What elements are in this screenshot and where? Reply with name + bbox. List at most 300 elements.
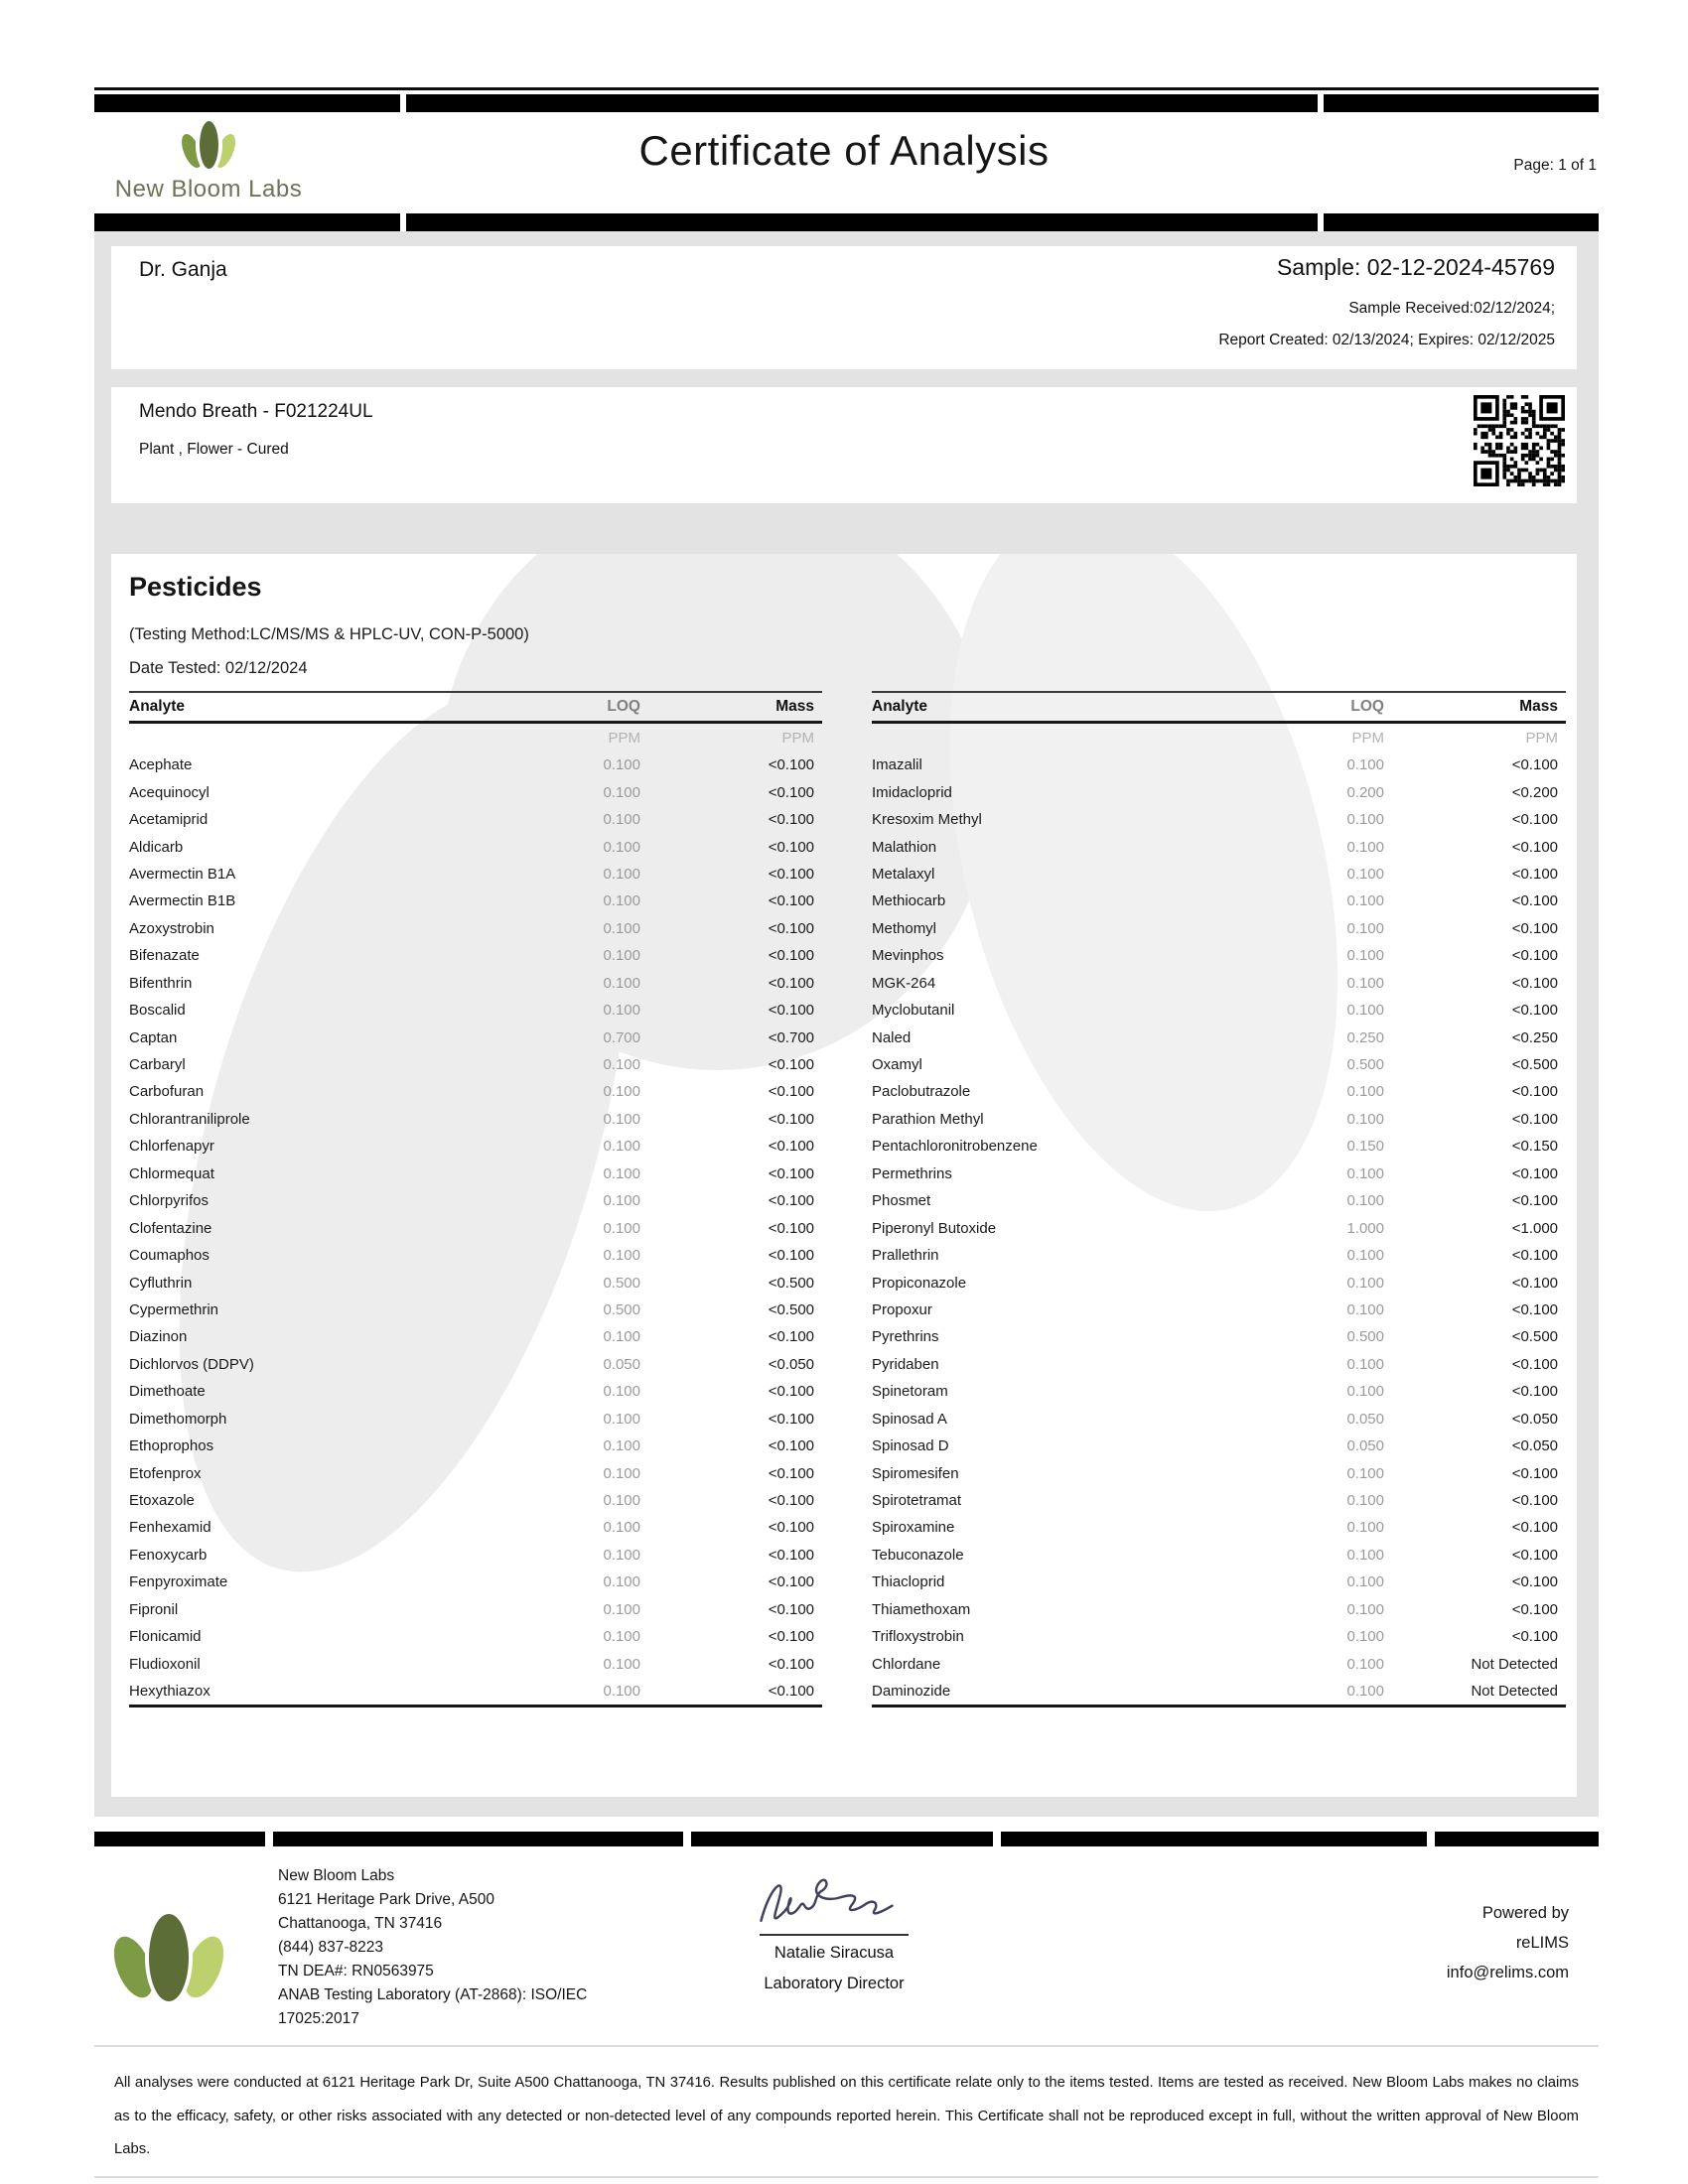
mass-value: <0.100 [768, 1164, 814, 1182]
mass-value: <0.100 [1511, 1247, 1558, 1265]
loq-value: 0.100 [603, 838, 640, 856]
loq-value: 0.100 [1346, 865, 1384, 883]
loq-value: 0.100 [603, 1247, 640, 1265]
mass-value: <0.500 [768, 1300, 814, 1318]
bloom-petal-center [200, 121, 218, 169]
mass-value: <0.100 [1511, 1192, 1558, 1210]
mass-value: <0.100 [768, 974, 814, 992]
loq-value: 0.100 [603, 1492, 640, 1510]
mass-value: <1.000 [1511, 1219, 1558, 1237]
mass-value: <0.100 [1511, 1002, 1558, 1020]
analyte-name: Etoxazole [129, 1492, 195, 1510]
analyte-name: Acequinocyl [129, 783, 210, 801]
section-title: Pesticides [129, 572, 262, 602]
table-row [872, 1106, 1566, 1133]
table-body-right [872, 751, 1566, 1707]
mass-value: <0.100 [768, 1683, 814, 1701]
loq-value: 0.100 [603, 1383, 640, 1401]
loq-value: 0.100 [1346, 1110, 1384, 1128]
loq-value: 0.100 [1346, 1492, 1384, 1510]
mass-value: <0.500 [1511, 1056, 1558, 1074]
loq-value: 0.100 [1346, 974, 1384, 992]
table-row [872, 970, 1566, 997]
mass-value: <0.100 [768, 783, 814, 801]
loq-value: 0.100 [1346, 1628, 1384, 1646]
table-row [872, 1078, 1566, 1105]
table-row [129, 942, 822, 969]
document-title: Certificate of Analysis [638, 127, 1050, 174]
table-row [129, 1323, 822, 1350]
loq-value: 0.100 [603, 1219, 640, 1237]
analyte-name: Acetamiprid [129, 811, 209, 829]
loq-value: 0.100 [603, 1328, 640, 1346]
analyte-name: Dimethoate [129, 1383, 206, 1401]
table-row [872, 942, 1566, 969]
loq-value: 0.100 [1346, 1655, 1384, 1673]
loq-value: 0.100 [603, 1083, 640, 1101]
mass-value: <0.100 [768, 865, 814, 883]
table-row [129, 997, 822, 1024]
analyte-name: Pentachloronitrobenzene [872, 1138, 1038, 1156]
table-row [129, 887, 822, 914]
analyte-name: Thiamethoxam [872, 1600, 971, 1618]
signatory-title: Laboratory Director [764, 1975, 905, 1992]
analyte-name: Dimethomorph [129, 1410, 227, 1428]
analyte-name: Chlorfenapyr [129, 1138, 214, 1156]
loq-value: 0.050 [603, 1355, 640, 1373]
table-row [129, 1514, 822, 1541]
mass-value: <0.100 [768, 1056, 814, 1074]
lab-info-line: 6121 Heritage Park Drive, A500 [278, 1891, 494, 1908]
loq-value: 0.500 [603, 1300, 640, 1318]
page-number: Page: 1 of 1 [1513, 157, 1597, 174]
bar-segment [691, 1832, 993, 1846]
mass-value: <0.100 [768, 1192, 814, 1210]
analyte-name: Pyrethrins [872, 1328, 939, 1346]
analyte-name: Acephate [129, 756, 193, 774]
loq-value: 0.100 [1346, 1519, 1384, 1537]
analyte-name: Oxamyl [872, 1056, 922, 1074]
table-row [129, 778, 822, 805]
pesticides-table [129, 691, 1566, 1707]
table-row [872, 1487, 1566, 1514]
analyte-name: Malathion [872, 838, 937, 856]
analyte-name: Spirotetramat [872, 1492, 962, 1510]
table-row [872, 1678, 1566, 1705]
table-row [872, 806, 1566, 833]
footer-black-bar [94, 1832, 1599, 1846]
powered-brand: reLIMS [1515, 1934, 1569, 1952]
mass-value: <0.100 [1511, 756, 1558, 774]
analyte-name: Thiacloprid [872, 1573, 945, 1591]
loq-value: 0.500 [1346, 1056, 1384, 1074]
mass-value: <0.100 [768, 1546, 814, 1564]
mass-value: <0.100 [1511, 811, 1558, 829]
loq-value: 0.100 [1346, 1683, 1384, 1701]
lab-info-line: 17025:2017 [278, 2010, 359, 2027]
qr-code [1474, 395, 1565, 486]
analyte-name: Clofentazine [129, 1219, 212, 1237]
loq-value: 0.100 [603, 756, 640, 774]
loq-value: 0.100 [603, 1192, 640, 1210]
loq-value: 0.100 [603, 1056, 640, 1074]
analyte-name: Chlorpyrifos [129, 1192, 210, 1210]
table-row [129, 1078, 822, 1105]
mass-value: <0.050 [1511, 1410, 1558, 1428]
header-black-bar-lower [94, 213, 1599, 231]
mass-value: <0.100 [768, 838, 814, 856]
analyte-name: Trifloxystrobin [872, 1628, 964, 1646]
table-row [872, 997, 1566, 1024]
mass-value: <0.100 [768, 1002, 814, 1020]
analyte-name: Naled [872, 1028, 912, 1046]
table-row [872, 1569, 1566, 1595]
table-row [872, 1433, 1566, 1459]
table-row [872, 1459, 1566, 1486]
mass-value: <0.100 [1511, 892, 1558, 910]
product-type: Plant , Flower - Cured [139, 441, 289, 458]
table-row [872, 751, 1566, 778]
loq-value: 0.100 [1346, 919, 1384, 937]
mass-value: <0.100 [1511, 1383, 1558, 1401]
mass-value: <0.100 [1511, 1464, 1558, 1482]
loq-value: 0.100 [603, 1410, 640, 1428]
mass-value: <0.100 [1511, 1628, 1558, 1646]
mass-value: <0.100 [768, 1573, 814, 1591]
analyte-name: Hexythiazox [129, 1683, 211, 1701]
lab-info-line: ANAB Testing Laboratory (AT-2868): ISO/IEC [278, 1986, 588, 2003]
mass-value: <0.100 [1511, 919, 1558, 937]
table-units-row [129, 724, 822, 751]
column-header-loq: LOQ [607, 698, 640, 715]
table-row [872, 1323, 1566, 1350]
bar-segment [1435, 1832, 1599, 1846]
table-row [872, 1160, 1566, 1187]
table-row [872, 1542, 1566, 1569]
table-row [129, 1678, 822, 1705]
table-row [129, 915, 822, 942]
mass-value: <0.100 [768, 811, 814, 829]
signatory-name: Natalie Siracusa [774, 1944, 895, 1962]
mass-value: <0.100 [1511, 838, 1558, 856]
mass-value: <0.200 [1511, 783, 1558, 801]
loq-value: 0.500 [1346, 1328, 1384, 1346]
table-row [129, 1297, 822, 1323]
loq-value: 0.100 [603, 1683, 640, 1701]
table-row [872, 1514, 1566, 1541]
mass-value: <0.100 [1511, 1300, 1558, 1318]
mass-value: <0.100 [768, 1410, 814, 1428]
loq-value: 0.100 [603, 1464, 640, 1482]
mass-value: <0.100 [1511, 1083, 1558, 1101]
table-row [129, 1351, 822, 1378]
analyte-name: Imazalil [872, 756, 922, 774]
mass-value: <0.100 [1511, 1573, 1558, 1591]
table-row [129, 1160, 822, 1187]
powered-by-block [1271, 1898, 1569, 1987]
analyte-name: Boscalid [129, 1002, 186, 1020]
table-row [129, 1051, 822, 1078]
loq-value: 0.100 [1346, 811, 1384, 829]
mass-value: Not Detected [1471, 1655, 1558, 1673]
analyte-name: Methiocarb [872, 892, 946, 910]
mass-value: <0.100 [1511, 1274, 1558, 1292]
analyte-name: Etofenprox [129, 1464, 202, 1482]
analyte-name: Carbofuran [129, 1083, 205, 1101]
mass-value: <0.100 [1511, 1110, 1558, 1128]
mass-value: <0.100 [1511, 974, 1558, 992]
table-body-left [129, 751, 822, 1707]
table-row [129, 751, 822, 778]
loq-value: 0.100 [1346, 892, 1384, 910]
table-row [872, 1623, 1566, 1650]
loq-value: 0.100 [1346, 1002, 1384, 1020]
pesticides-card [111, 554, 1577, 1797]
lab-logo-text: New Bloom Labs [114, 176, 303, 203]
bar-segment [273, 1832, 683, 1846]
table-row [872, 1187, 1566, 1214]
analyte-name: Avermectin B1B [129, 892, 236, 910]
loq-value: 0.150 [1346, 1138, 1384, 1156]
analyte-name: Mevinphos [872, 947, 944, 965]
mass-value: <0.100 [768, 756, 814, 774]
loq-value: 0.050 [1346, 1410, 1384, 1428]
powered-by-label: Powered by [1481, 1904, 1569, 1922]
mass-value: <0.250 [1511, 1028, 1558, 1046]
analyte-name: Kresoxim Methyl [872, 811, 982, 829]
bloom-logo-icon-footer [117, 1914, 220, 2001]
bar-segment [1001, 1832, 1427, 1846]
table-row [129, 1106, 822, 1133]
loq-value: 0.100 [1346, 756, 1384, 774]
loq-value: 0.100 [603, 1519, 640, 1537]
column-header-mass: Mass [1519, 698, 1558, 715]
loq-value: 0.100 [603, 974, 640, 992]
table-row [129, 1596, 822, 1623]
analyte-name: Ethoprophos [129, 1437, 214, 1455]
table-header [129, 691, 822, 724]
mass-value: <0.100 [768, 1083, 814, 1101]
mass-value: <0.100 [1511, 1600, 1558, 1618]
analyte-name: Fenoxycarb [129, 1546, 208, 1564]
analyte-name: Azoxystrobin [129, 919, 214, 937]
header-black-bar [94, 94, 1599, 112]
bar-segment [406, 94, 1318, 112]
loq-value: 0.100 [1346, 838, 1384, 856]
mass-value: <0.100 [1511, 1519, 1558, 1537]
loq-value: 0.250 [1346, 1028, 1384, 1046]
table-row [872, 1378, 1566, 1405]
analyte-name: Diazinon [129, 1328, 188, 1346]
mass-value: <0.150 [1511, 1138, 1558, 1156]
table-row [872, 1024, 1566, 1050]
client-name: Dr. Ganja [139, 258, 227, 281]
mass-value: <0.100 [1511, 1164, 1558, 1182]
mass-value: <0.050 [768, 1355, 814, 1373]
mass-value: <0.100 [768, 1492, 814, 1510]
loq-value: 0.100 [603, 919, 640, 937]
mass-value: <0.100 [768, 1655, 814, 1673]
disclaimer-divider-top [94, 2045, 1599, 2047]
lab-info-line: New Bloom Labs [278, 1867, 395, 1884]
table-row [129, 833, 822, 860]
table-units-row [872, 724, 1566, 751]
date-tested: Date Tested: 02/12/2024 [129, 659, 308, 677]
bloom-petal-center [149, 1914, 189, 2001]
loq-value: 0.100 [1346, 1083, 1384, 1101]
analyte-name: Bifenthrin [129, 974, 193, 992]
table-row [129, 861, 822, 887]
analyte-name: Tebuconazole [872, 1546, 964, 1564]
loq-value: 0.100 [603, 947, 640, 965]
analyte-name: Spinetoram [872, 1383, 948, 1401]
table-row [129, 1024, 822, 1050]
loq-value: 0.050 [1346, 1437, 1384, 1455]
lab-info-line: Chattanooga, TN 37416 [278, 1915, 443, 1932]
top-rule [94, 87, 1599, 90]
mass-value: <0.100 [1511, 1355, 1558, 1373]
mass-value: <0.100 [1511, 947, 1558, 965]
table-row [872, 778, 1566, 805]
loq-value: 0.100 [603, 1164, 640, 1182]
table-row [129, 806, 822, 833]
mass-value: <0.100 [768, 1600, 814, 1618]
unit-ppm: PPM [781, 729, 814, 747]
analyte-name: Chlordane [872, 1655, 941, 1673]
loq-value: 0.100 [1346, 1573, 1384, 1591]
table-row [129, 1459, 822, 1486]
bar-segment [94, 1832, 265, 1846]
loq-value: 0.100 [603, 1600, 640, 1618]
table-row [872, 1351, 1566, 1378]
analyte-name: Spiromesifen [872, 1464, 959, 1482]
bar-segment [406, 213, 1318, 231]
bar-segment [1324, 94, 1599, 112]
signature-underline [760, 1934, 909, 1936]
table-header [872, 691, 1566, 724]
analyte-name: Propiconazole [872, 1274, 967, 1292]
loq-value: 0.200 [1346, 783, 1384, 801]
mass-value: <0.100 [1511, 1546, 1558, 1564]
bar-segment [1324, 213, 1599, 231]
loq-value: 0.100 [603, 1628, 640, 1646]
mass-value: <0.100 [768, 1110, 814, 1128]
analyte-name: Metalaxyl [872, 865, 935, 883]
analyte-name: Paclobutrazole [872, 1083, 971, 1101]
unit-ppm: PPM [608, 729, 640, 747]
table-row [872, 861, 1566, 887]
mass-value: <0.100 [768, 947, 814, 965]
analyte-name: Dichlorvos (DDPV) [129, 1355, 254, 1373]
mass-value: <0.500 [768, 1274, 814, 1292]
mass-value: <0.100 [768, 1328, 814, 1346]
loq-value: 0.100 [603, 1573, 640, 1591]
table-row [872, 1297, 1566, 1323]
table-row [129, 1623, 822, 1650]
signature-block [695, 1868, 973, 1993]
mass-value: <0.050 [1511, 1437, 1558, 1455]
product-name: Mendo Breath - F021224UL [139, 401, 373, 422]
mass-value: <0.100 [768, 1219, 814, 1237]
mass-value: <0.100 [768, 1383, 814, 1401]
column-header-analyte: Analyte [129, 698, 185, 715]
analyte-name: Fludioxonil [129, 1655, 201, 1673]
signature-icon [740, 1868, 928, 1934]
loq-value: 0.100 [603, 1437, 640, 1455]
table-row [129, 1269, 822, 1296]
analyte-name: MGK-264 [872, 974, 936, 992]
analyte-name: Chlorantraniliprole [129, 1110, 250, 1128]
column-header-analyte: Analyte [872, 698, 927, 715]
analyte-name: Prallethrin [872, 1247, 939, 1265]
analyte-name: Bifenazate [129, 947, 200, 965]
table-row [129, 1542, 822, 1569]
sample-info-card [111, 246, 1577, 369]
table-row [129, 1214, 822, 1241]
disclaimer-text: All analyses were conducted at 6121 Heritage Park Dr, Suite A500 Chattanooga, TN 37416. Results published on this certificate relate only to the items tested. Items are tested as received. New Bloom Labs makes no claims as to the efficacy, safety, or other risks associated with any detected or non-detected level of any compounds reported herein. This Certificate shall not be reproduced except in full, without the written approval of New Bloom Labs. [114, 2075, 1579, 2157]
mass-value: <0.100 [768, 1247, 814, 1265]
mass-value: <0.100 [768, 1519, 814, 1537]
table-row [129, 1133, 822, 1160]
analyte-name: Aldicarb [129, 838, 184, 856]
loq-value: 0.100 [603, 1546, 640, 1564]
loq-value: 0.100 [1346, 1383, 1384, 1401]
table-row [129, 1187, 822, 1214]
loq-value: 0.100 [1346, 947, 1384, 965]
analyte-name: Spinosad D [872, 1437, 949, 1455]
analyte-name: Imidacloprid [872, 783, 952, 801]
analyte-name: Chlormequat [129, 1164, 214, 1182]
analyte-name: Cypermethrin [129, 1300, 219, 1318]
testing-method: (Testing Method:LC/MS/MS & HPLC-UV, CON-P-5000) [129, 625, 529, 643]
analyte-name: Pyridaben [872, 1355, 939, 1373]
bar-segment [94, 94, 400, 112]
bloom-logo-icon [184, 121, 233, 169]
loq-value: 0.100 [603, 865, 640, 883]
loq-value: 0.100 [1346, 1300, 1384, 1318]
mass-value: Not Detected [1471, 1683, 1558, 1701]
table-row [129, 1650, 822, 1677]
table-row [872, 1406, 1566, 1433]
analyte-name: Spinosad A [872, 1410, 947, 1428]
mass-value: <0.700 [768, 1028, 814, 1046]
table-row [129, 1406, 822, 1433]
analyte-name: Parathion Methyl [872, 1110, 984, 1128]
table-row [872, 1269, 1566, 1296]
lab-info-line: (844) 837-8223 [278, 1939, 383, 1956]
analyte-name: Spiroxamine [872, 1519, 955, 1537]
table-row [129, 1433, 822, 1459]
table-row [872, 1242, 1566, 1269]
lab-contact-info [278, 1864, 735, 2031]
loq-value: 0.100 [603, 811, 640, 829]
loq-value: 0.100 [1346, 1600, 1384, 1618]
table-row [872, 1650, 1566, 1677]
column-header-mass: Mass [775, 698, 814, 715]
pesticides-table-left [129, 691, 822, 1707]
mass-value: <0.100 [768, 1138, 814, 1156]
table-row [129, 970, 822, 997]
analyte-name: Captan [129, 1028, 178, 1046]
analyte-name: Propoxur [872, 1300, 932, 1318]
loq-value: 0.500 [603, 1274, 640, 1292]
table-row [129, 1242, 822, 1269]
table-row [872, 1133, 1566, 1160]
analyte-name: Myclobutanil [872, 1002, 955, 1020]
table-row [872, 915, 1566, 942]
mass-value: <0.100 [768, 1437, 814, 1455]
table-row [129, 1569, 822, 1595]
